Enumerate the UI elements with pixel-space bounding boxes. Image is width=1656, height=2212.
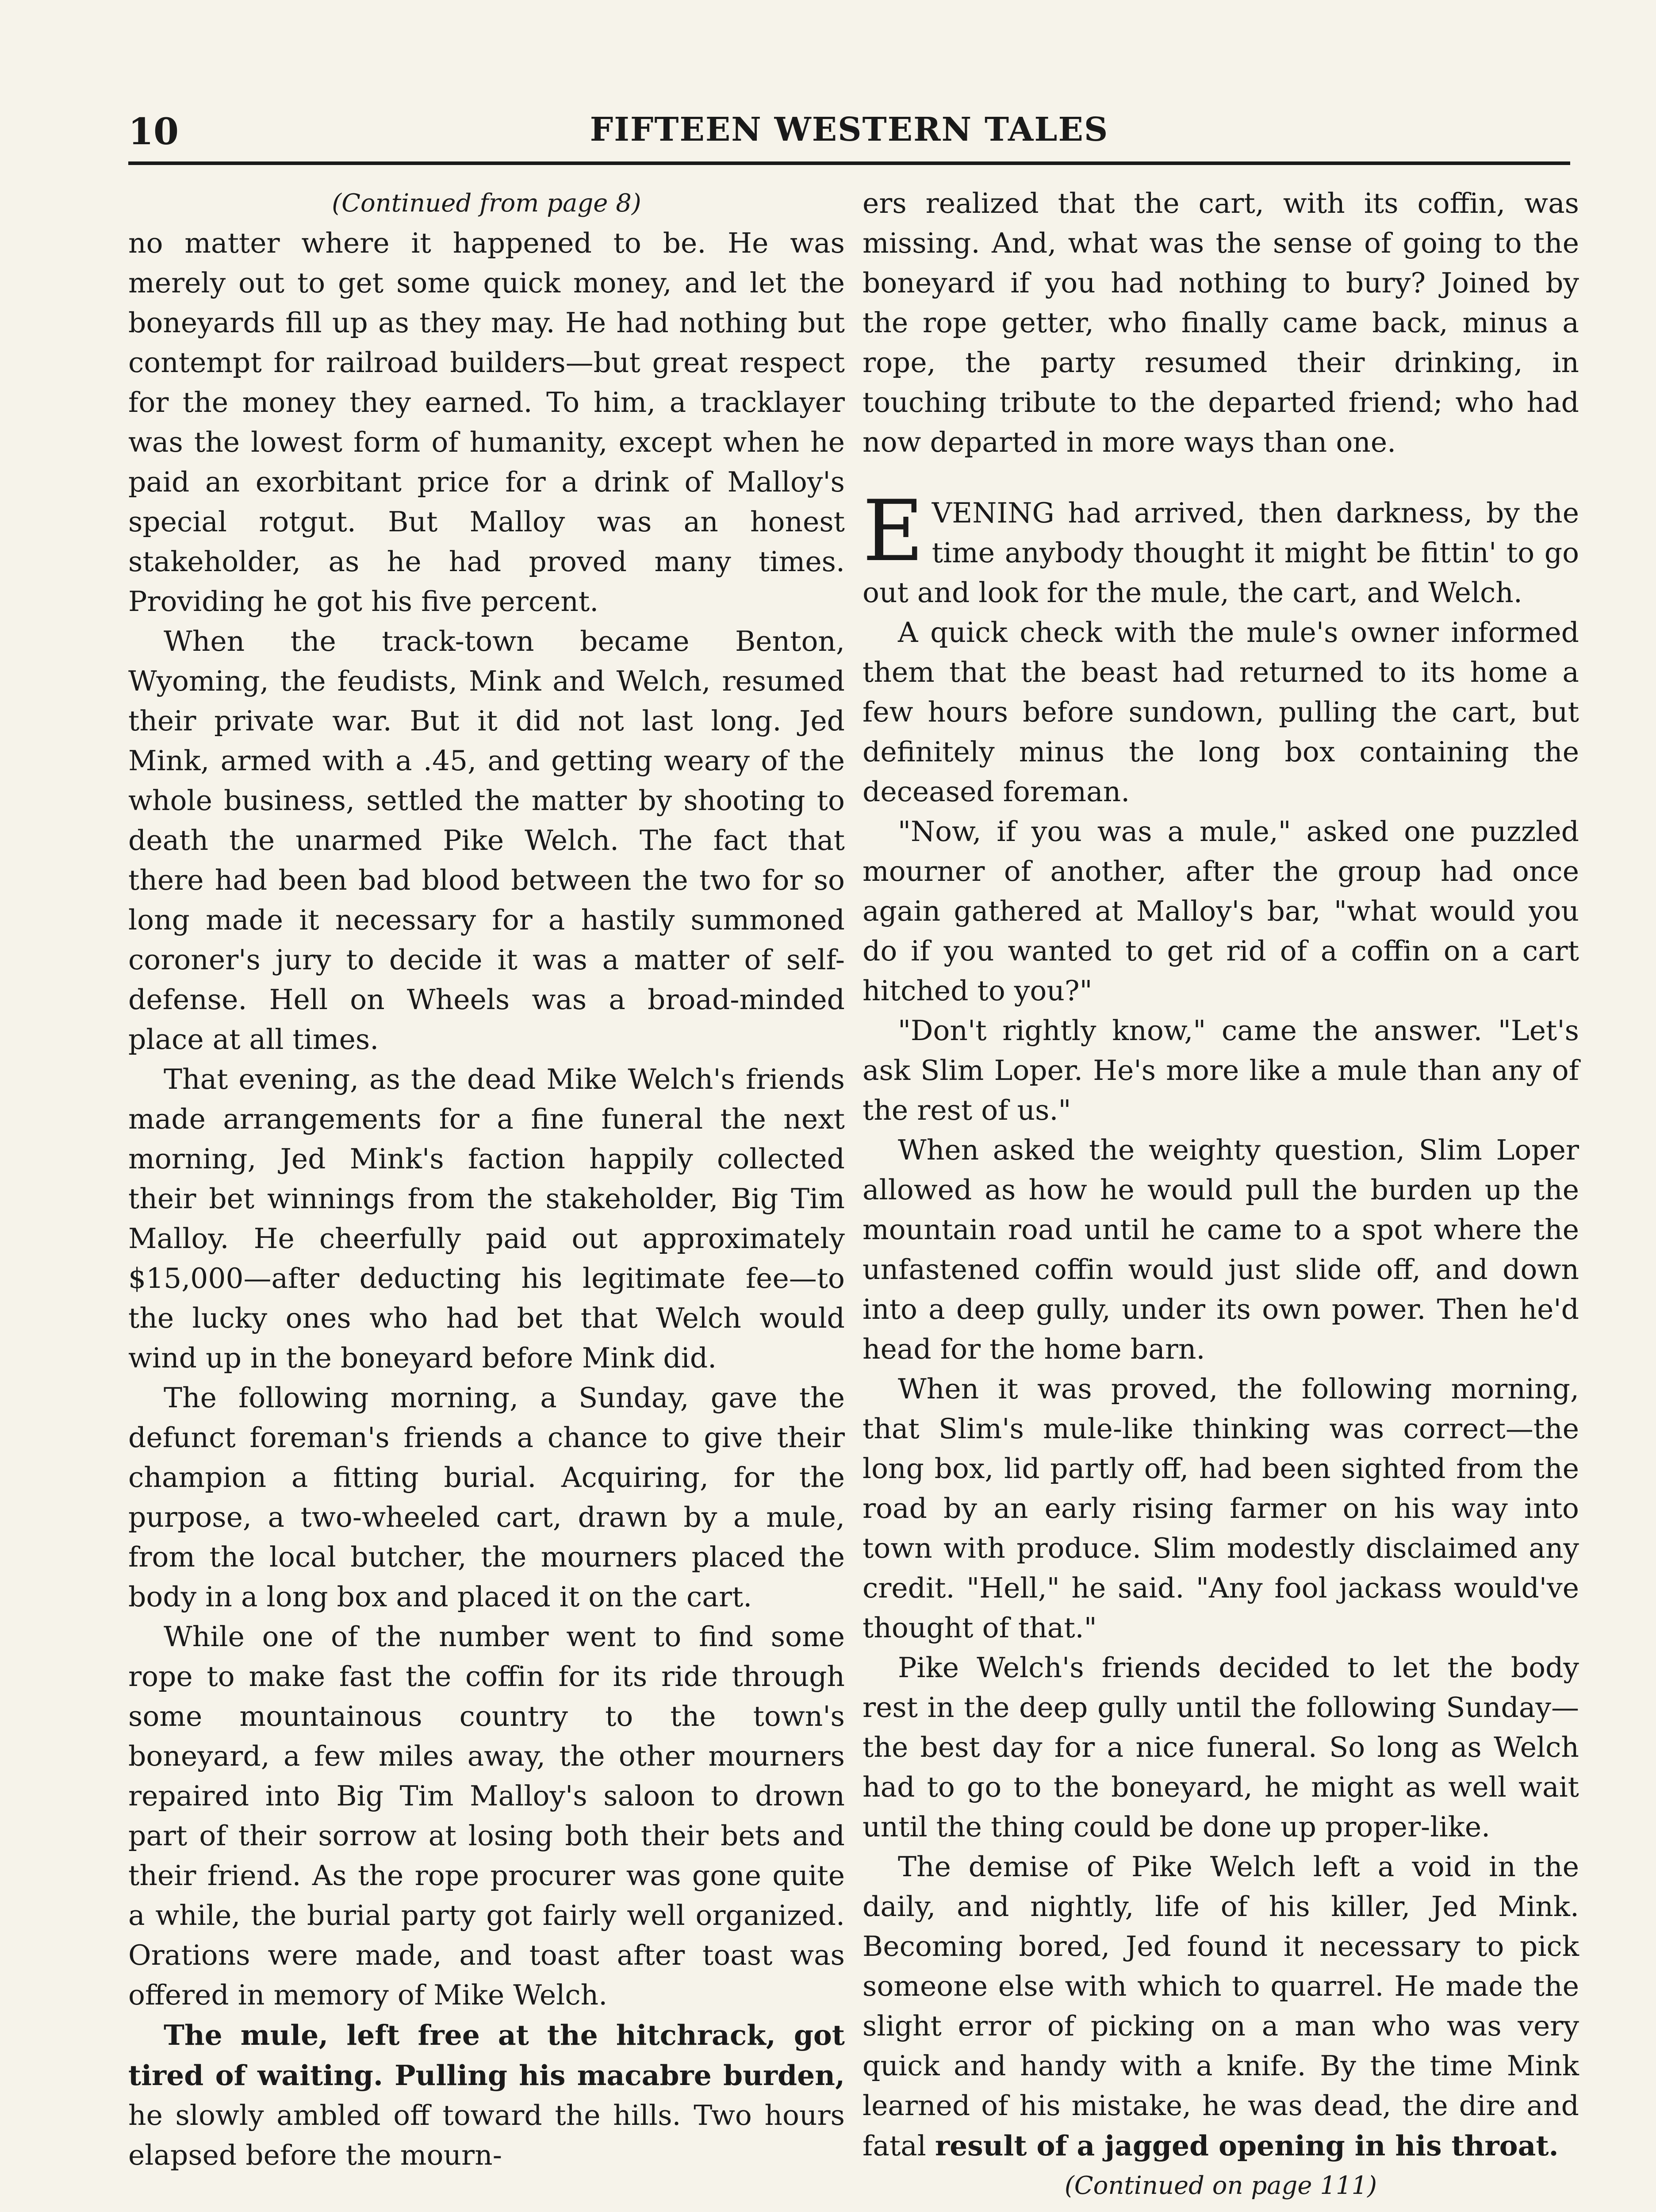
paragraph-text: he slowly ambled off toward the hills. Two hours elapsed before the mourn- (128, 2099, 845, 2171)
paragraph: "Don't rightly know," came the answer. "Let's ask Slim Loper. He's more like a mule than any of the rest of us." (862, 1014, 1579, 1126)
continued-from-note: (Continued from page 8) (332, 189, 641, 218)
header-rule (128, 161, 1570, 165)
paragraph: While one of the number went to find some rope to make fast the coffin for its ride through some mountainous country to the town's boneyard, a few miles away, the other mourners repaired into Big Tim Malloy's saloon to drown part of their sorrow at losing both their bets and their friend. As the rope procurer was gone quite a while, the burial party got fairly well organized. Orations were made, and toast after toast was offered in memory of Mike Welch. (128, 1621, 845, 2011)
continued-on-note: (Continued on page 111) (1064, 2171, 1377, 2200)
magazine-title: FIFTEEN WESTERN TALES (590, 111, 1109, 149)
page-number: 10 (128, 111, 179, 153)
paragraph-bold-tail: result of a jagged opening in his throat. (935, 2129, 1559, 2162)
paragraph: When it was proved, the following morning, that Slim's mule-like thinking was correct—the long box, lid partly off, had been sighted from the road by an early rising farmer on his way into town with produce. Slim modestly disclaimed any credit. "Hell," he said. "Any fool jackass would've thought of that." (862, 1373, 1579, 1644)
paragraph: When the track-town became Benton, Wyoming, the feudists, Mink and Welch, resumed their private war. But it did not last long. Jed Mink, armed with a .45, and getting weary of the whole business, settled the matter by shooting to death the unarmed Pike Welch. The fact that there had been bad blood between the two for so long made it necessary for a hastily summoned coroner's jury to decide it was a matter of self-defense. Hell on Wheels was a broad-minded place at all times. (128, 625, 845, 1056)
left-column (128, 184, 845, 2175)
paragraph: "Now, if you was a mule," asked one puzzled mourner of another, after the group had once again gathered at Malloy's bar, "what would you do if you wanted to get rid of a coffin on a cart hitched to you?" (862, 815, 1579, 1007)
right-column (862, 184, 1579, 2206)
paragraph-bold-lead: The mule, left free at the hitchrack, got tired of waiting. Pulling his macabre burden, (128, 2019, 845, 2092)
paragraph (128, 2015, 845, 2175)
drop-cap: E (862, 482, 924, 580)
paragraph-text: The demise of Pike Welch left a void in the daily, and nightly, life of his killer, Jed Mink. Becoming bored, Jed found it necessary to pick someone else with which to quarrel. He made the slight error of picking on a man who was very quick and handy with a knife. By the time Mink learned of his mistake, he was dead, the dire and fatal (862, 1851, 1579, 2162)
paragraph: The following morning, a Sunday, gave the defunct foreman's friends a chance to give their champion a fitting burial. Acquiring, for the purpose, a two-wheeled cart, drawn by a mule, from the local butcher, the mourners placed the body in a long box and placed it on the cart. (128, 1382, 845, 1613)
paragraph (862, 1847, 1579, 2166)
paragraph: Pike Welch's friends decided to let the body rest in the deep gully until the following Sunday—the best day for a nice funeral. So long as Welch had to go to the boneyard, he might as well wait until the thing could be done up proper-like. (862, 1651, 1579, 1843)
paragraph-with-drop-cap (862, 482, 1579, 613)
paragraph: A quick check with the mule's owner informed them that the beast had returned to its home a few hours before sundown, pulling the cart, but definitely minus the long box containing the deceased foreman. (862, 616, 1579, 808)
paragraph: ers realized that the cart, with its coffin, was missing. And, what was the sense of going to the boneyard if you had nothing to bury? Joined by the rope getter, who finally came back, minus a rope, the party resumed their drinking, in touching tribute to the departed friend; who had now departed in more ways than one. (862, 187, 1579, 458)
paragraph: When asked the weighty question, Slim Loper allowed as how he would pull the burden up the mountain road until he came to a spot where the unfastened coffin would just slide off, and down into a deep gully, under its own power. Then he'd head for the home barn. (862, 1134, 1579, 1365)
paragraph: That evening, as the dead Mike Welch's friends made arrangements for a fine funeral the next morning, Jed Mink's faction happily collected their bet winnings from the stakeholder, Big Tim Malloy. He cheerfully paid out approximately $15,000—after deducting his legitimate fee—to the lucky ones who had bet that Welch would wind up in the boneyard before Mink did. (128, 1063, 845, 1374)
paragraph: no matter where it happened to be. He was merely out to get some quick money, and let the boneyards fill up as they may. He had nothing but contempt for railroad builders—but great respect for the money they earned. To him, a tracklayer was the lowest form of humanity, except when he paid an exorbitant price for a drink of Malloy's special rotgut. But Malloy was an honest stakeholder, as he had proved many times. Providing he got his five percent. (128, 227, 845, 618)
paragraph-text: VENING had arrived, then darkness, by the time anybody thought it might be fittin' to go out and look for the mule, the cart, and Welch. (862, 497, 1579, 609)
